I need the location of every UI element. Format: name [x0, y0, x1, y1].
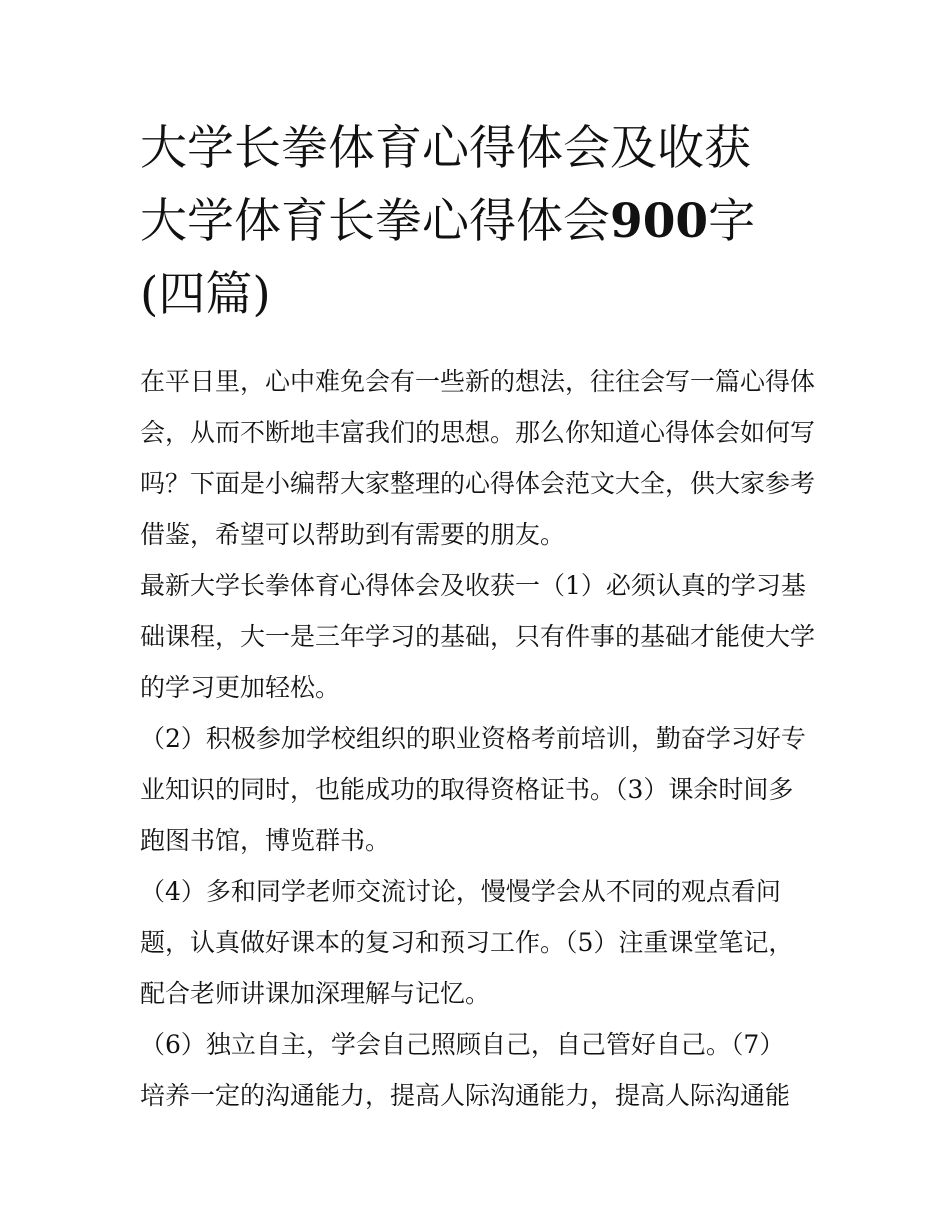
title-line-1: 大学长拳体育心得体会及收获 — [140, 121, 751, 176]
title-text-part: 大学体育长拳心得体会 — [140, 194, 610, 249]
text-line: 会，从而不断地丰富我们的思想。那么你知道心得体会如何写 — [140, 418, 816, 447]
paragraph-item-1 — [140, 560, 830, 713]
text-line: 的学习更加轻松。 — [140, 673, 341, 702]
text-line: 础课程，大一是三年学习的基础，只有件事的基础才能使大学 — [140, 622, 816, 651]
text-line: （4）多和同学老师交流讨论，慢慢学会从不同的观点看问 — [140, 877, 781, 906]
text-line: 跑图书馆，博览群书。 — [140, 826, 391, 855]
text-line: 培养一定的沟通能力，提高人际沟通能力，提高人际沟通能 — [140, 1081, 791, 1110]
text-line: 题，认真做好课本的复习和预习工作。（5）注重课堂笔记， — [140, 928, 794, 957]
title-unit: 字 — [708, 194, 756, 249]
text-line: 在平日里，心中难免会有一些新的想法，往往会写一篇心得体 — [140, 367, 816, 396]
paragraph-item-6-7 — [140, 1019, 830, 1121]
document-body — [140, 356, 830, 1121]
text-line: 配合老师讲课加深理解与记忆。 — [140, 979, 491, 1008]
text-line: 吗？下面是小编帮大家整理的心得体会范文大全，供大家参考 — [140, 469, 816, 498]
text-line: （6）独立自主，学会自己照顾自己，自己管好自己。（7） — [140, 1030, 785, 1059]
paragraph-item-4-5 — [140, 866, 830, 1019]
title-line-2 — [140, 185, 830, 258]
title-line-3: (四篇) — [140, 267, 271, 322]
text-line: 最新大学长拳体育心得体会及收获一（1）必须认真的学习基 — [140, 571, 806, 600]
title-number: 900 — [610, 194, 709, 249]
paragraph-item-2-3 — [140, 713, 830, 866]
text-line: （2）积极参加学校组织的职业资格考前培训，勤奋学习好专 — [140, 724, 806, 753]
document-title — [140, 112, 830, 331]
text-line: 借鉴，希望可以帮助到有需要的朋友。 — [140, 520, 566, 549]
text-line: 业知识的同时，也能成功的取得资格证书。（3）课余时间多 — [140, 775, 794, 804]
paragraph-intro — [140, 356, 830, 560]
